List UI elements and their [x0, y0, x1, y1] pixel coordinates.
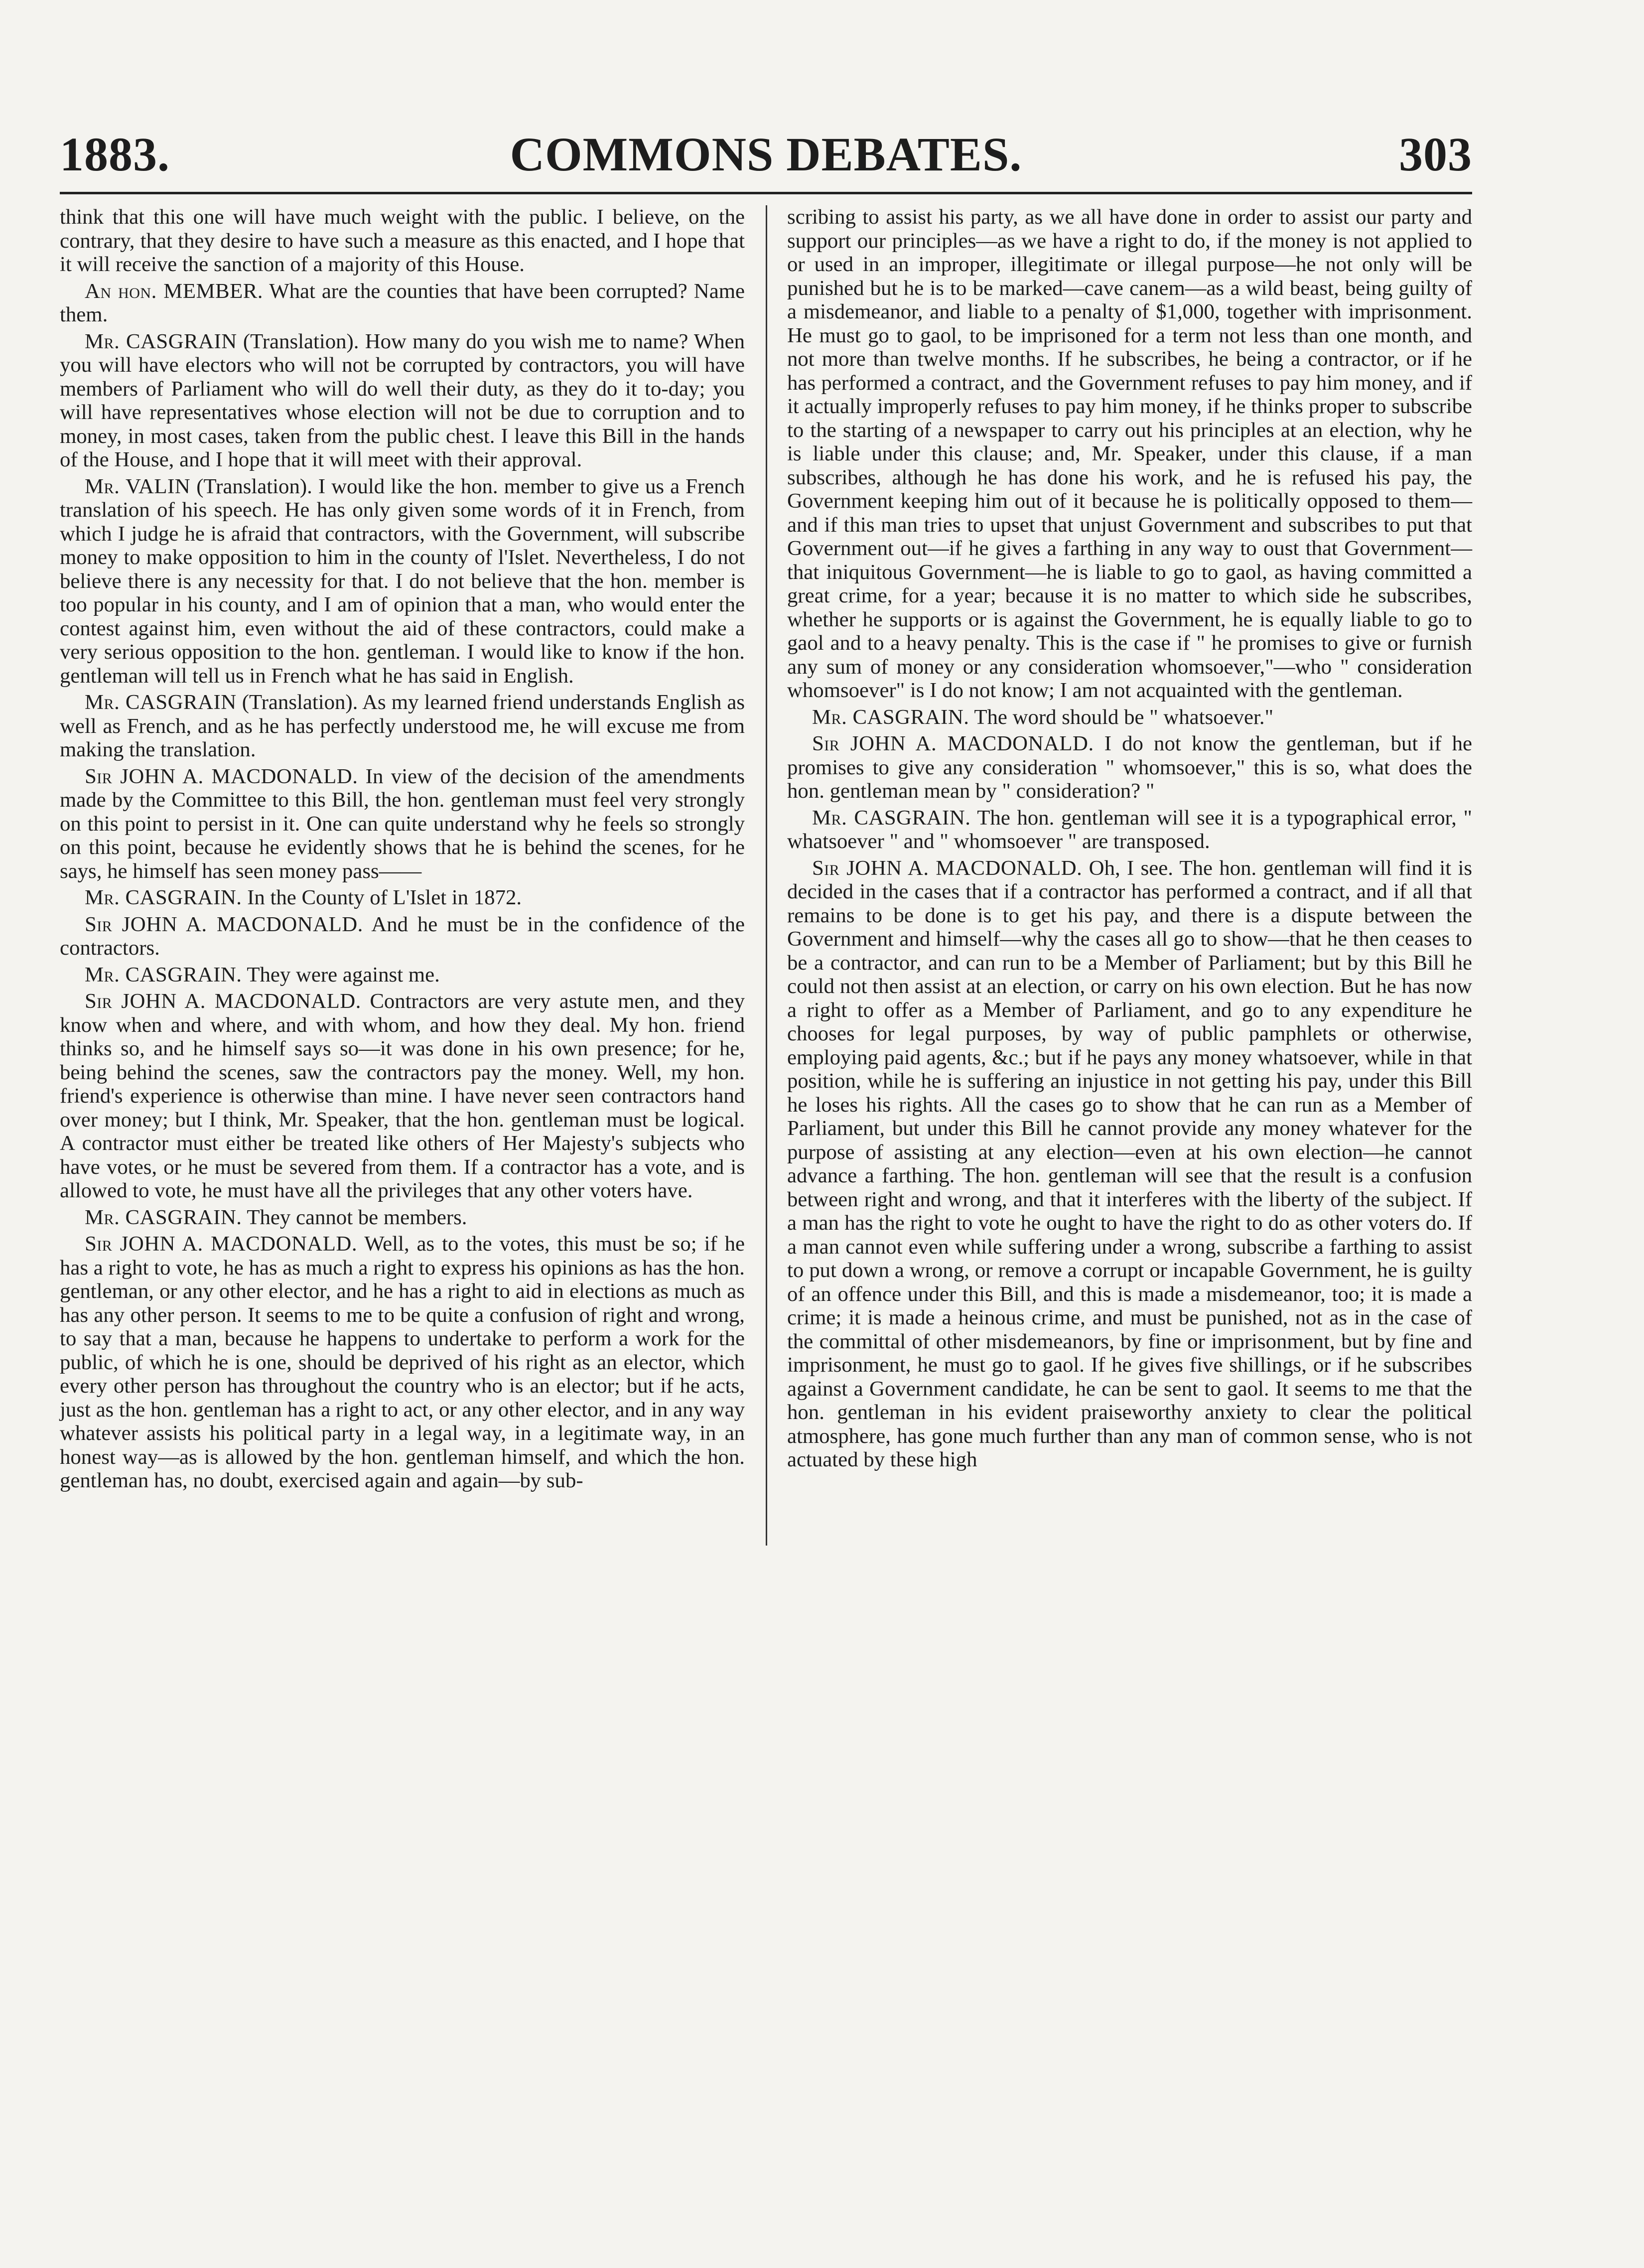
paragraph-text: In view of the decision of the amendments made by the Committee to this Bill, the hon. gentleman must feel very strongly on this point to persist in it. One can quite understand why he feels so strongly on this point, because he evidently shows that he is behind the scenes, for he says, he himself has seen money pass—— — [60, 764, 745, 883]
left-column — [60, 205, 745, 1496]
speaker-name: An hon. MEMBER. — [85, 279, 263, 303]
speaker-name: Mr. VALIN — [85, 474, 191, 498]
paragraph-text: They cannot be members. — [247, 1205, 467, 1229]
paragraph — [60, 330, 745, 472]
paragraph-text: What are the counties that have been corrupted? Name them. — [60, 279, 745, 326]
paragraph-text: think that this one will have much weight with the public. I believe, on the contrary, that they desire to have such a measure as this enacted, and I hope that it will receive the sanction of a majority of this House. — [60, 205, 745, 276]
speaker-name: Mr. CASGRAIN. — [85, 1205, 242, 1229]
speaker-name: Sir JOHN A. MACDONALD. — [85, 912, 363, 936]
speaker-name: Mr. CASGRAIN — [85, 329, 237, 353]
paragraph — [60, 691, 745, 762]
year: 1883. — [60, 128, 170, 181]
paragraph — [60, 990, 745, 1203]
paragraph-text: (Translation). As my learned friend understands English as well as French, and as he has perfectly understood me, he will excuse me from making the translation. — [60, 691, 745, 761]
paragraph-text: I do not know the gentleman, but if he promises to give any consideration " whomsoever," this is so, what does the hon. gentleman mean by " consideration? " — [787, 732, 1473, 803]
paragraph — [787, 856, 1472, 1472]
paragraph-text: Oh, I see. The hon. gentleman will find it is decided in the cases that if a contractor has performed a contract, and if all that remains to be done is to get his pay, and there is a dispute between the Government and himself—why the cases all go to show—that he then ceases to be a contractor, and can run to be a Member of Parliament; but by this Bill he could not then assist at an election, or carry on his own election. But he has now a right to offer as a Member of Parliament, and go to any expenditure he chooses for legal purposes, by way of public pamphlets or otherwise, employing paid agents, &c.; but if he pays any money whatsoever, while in that position, while he is suffering an injustice in not getting his pay, under this Bill he loses his rights. All the cases go to show that he can run as a Member of Parliament, but under this Bill he cannot provide any money whatever for the purpose of assisting at any election—even at his own election—he cannot advance a farthing. The hon. gentleman will see that the result is a confusion between right and wrong, and that it interferes with the liberty of the subject. If a man has the right to vote he ought to have the right to do as other voters do. If a man cannot even while suffering under a wrong, subscribe a farthing to assist to put down a wrong, or remove a corrupt or incapable Government, he is guilty of an offence under this Bill, and this is made a misdemeanor, too; it is made a crime; it is made a heinous crime, and must be punished, not as in the case of the committal of other misdemeanors, by fine or imprisonment, but by fine and imprisonment, he must go to gaol. If he gives five shillings, or if he subscribes against a Government candidate, he can be sent to gaol. It seems to me that the hon. gentleman in his evident praiseworthy anxiety to clear the political atmosphere, has gone much further than any man of common sense, who is not actuated by these high — [787, 856, 1473, 1471]
paragraph — [60, 913, 745, 960]
page-number: 303 — [1399, 128, 1472, 181]
paragraph-text: In the County of L'Islet in 1872. — [247, 886, 522, 909]
paragraph — [60, 280, 745, 327]
page — [60, 127, 1473, 1492]
paragraph — [787, 732, 1472, 803]
speaker-name: Sir JOHN A. MACDONALD. — [85, 990, 361, 1013]
paragraph — [60, 475, 745, 688]
paragraph — [60, 205, 745, 277]
paragraph-text: And he must be in the confidence of the contractors. — [60, 912, 745, 960]
paragraph — [60, 765, 745, 883]
paragraph — [60, 886, 745, 910]
right-column — [787, 205, 1472, 1475]
paragraph-text: (Translation). I would like the hon. member to give us a French translation of his speech. He has only given some words of it in French, from which I judge he is afraid that contractors, with the Government, will subscribe money to make opposition to him in the county of l'Islet. Nevertheless, I do not believe there is any necessity for that. I do not believe that the hon. member is too popular in his county, and I am of opinion that a man, who would enter the contest against him, even without the aid of these contractors, could make a very serious opposition to the hon. gentleman. I would like to know if the hon. gentleman will tell us in French what he has said in English. — [60, 474, 745, 688]
paragraph-text: Contractors are very astute men, and they know when and where, and with whom, and how they deal. My hon. friend thinks so, and he himself says so—it was done in his own presence; for he, being behind the scenes, saw the contractors pay the money. Well, my hon. friend's experience is otherwise than mine. I have never seen contractors hand over money; but I think, Mr. Speaker, that the hon. gentleman must be logical. A contractor must either be treated like others of Her Majesty's subjects who have votes, or he must be severed from them. If a contractor has a vote, and is allowed to vote, he must have all the privileges that any other voters have. — [60, 990, 745, 1202]
paragraph-text: scribing to assist his party, as we all have done in order to assist our party and support our principles—as we have a right to do, if the money is not applied to or used in an improper, illegitimate or illegal purpose—he not only will be punished but he is to be marked—cave canem—as a wild beast, being guilty of a misdemeanor, and liable to a penalty of $1,000, together with imprisonment. He must go to gaol, to be imprisoned for a term not less than one month, and not more than twelve months. If he subscribes, he being a contractor, or if he has performed a contract, and the Government refuses to pay him money, and if it actually improperly refuses to pay him money, if he thinks proper to subscribe to the starting of a newspaper to carry out his principles at an election, why he is liable under this clause; and, Mr. Speaker, under this clause, if a man subscribes, although he has done his work, and he is refused his pay, the Government keeping him out of it because he is politically opposed to them—and if this man tries to upset that unjust Government and subscribes to put that Government out—if he gives a farthing in any way to oust that Government—that iniquitous Government—he is liable to go to gaol, as having committed a great crime, for a year; because it is no matter to which side he subscribes, whether he supports or is against the Government, he is equally liable to go to gaol and to a heavy penalty. This is the case if " he promises to give or furnish any sum of money or any consideration whomsoever,"—who " consideration whomsoever" is I do not know; I am not acquainted with the gentleman. — [787, 205, 1472, 702]
paragraph — [787, 806, 1472, 853]
column-divider — [766, 205, 767, 1546]
paragraph-text: The hon. gentleman will see it is a typographical error, " whatsoever " and " whomsoever " are transposed. — [787, 806, 1472, 853]
paragraph-text: The word should be " whatsoever." — [974, 705, 1274, 729]
paragraph — [787, 706, 1472, 729]
paragraph — [60, 963, 745, 987]
paragraph-text: Well, as to the votes, this must be so; if he has a right to vote, he has as much a right to express his opinions as has the hon. gentleman, or any other elector, and he has a right to aid in elections as much as has any other person. It seems to me to be quite a confusion of right and wrong, to say that a man, because he happens to undertake to perform a work for the public, of which he is one, should be deprived of his right as an elector, which every other person has throughout the country who is an elector; but if he acts, just as the hon. gentleman has a right to act, or any other elector, and in any way whatever assists his political party in a legal way, in a legitimate way, in an honest way—as is allowed by the hon. gentleman himself, and which the hon. gentleman has, no doubt, exercised again and again—by sub- — [60, 1232, 745, 1492]
speaker-name: Sir JOHN A. MACDONALD. — [85, 1232, 358, 1256]
speaker-name: Mr. CASGRAIN. — [85, 886, 242, 909]
speaker-name: Sir JOHN A. MACDONALD. — [812, 856, 1083, 880]
page-header — [60, 127, 1472, 194]
speaker-name: Mr. CASGRAIN — [85, 691, 237, 714]
paragraph-text: (Translation). How many do you wish me to name? When you will have electors who will not be corrupted by contractors, you will have members of Parliament who will do well their duty, as they do it to-day; you will have representatives whose election will not be due to corruption and to money, in most cases, taken from the public chest. I leave this Bill in the hands of the House, and I hope that it will meet with their approval. — [60, 329, 745, 471]
speaker-name: Sir JOHN A. MACDONALD. — [85, 764, 358, 788]
paragraph — [787, 205, 1472, 703]
speaker-name: Mr. CASGRAIN. — [85, 963, 242, 987]
paragraph — [60, 1232, 745, 1493]
paragraph — [60, 1206, 745, 1230]
speaker-name: Mr. CASGRAIN. — [812, 806, 971, 830]
paragraph-text: They were against me. — [247, 963, 440, 987]
speaker-name: Sir JOHN A. MACDONALD. — [812, 732, 1094, 755]
speaker-name: Mr. CASGRAIN. — [812, 705, 969, 729]
publication-title: COMMONS DEBATES. — [510, 128, 1022, 181]
